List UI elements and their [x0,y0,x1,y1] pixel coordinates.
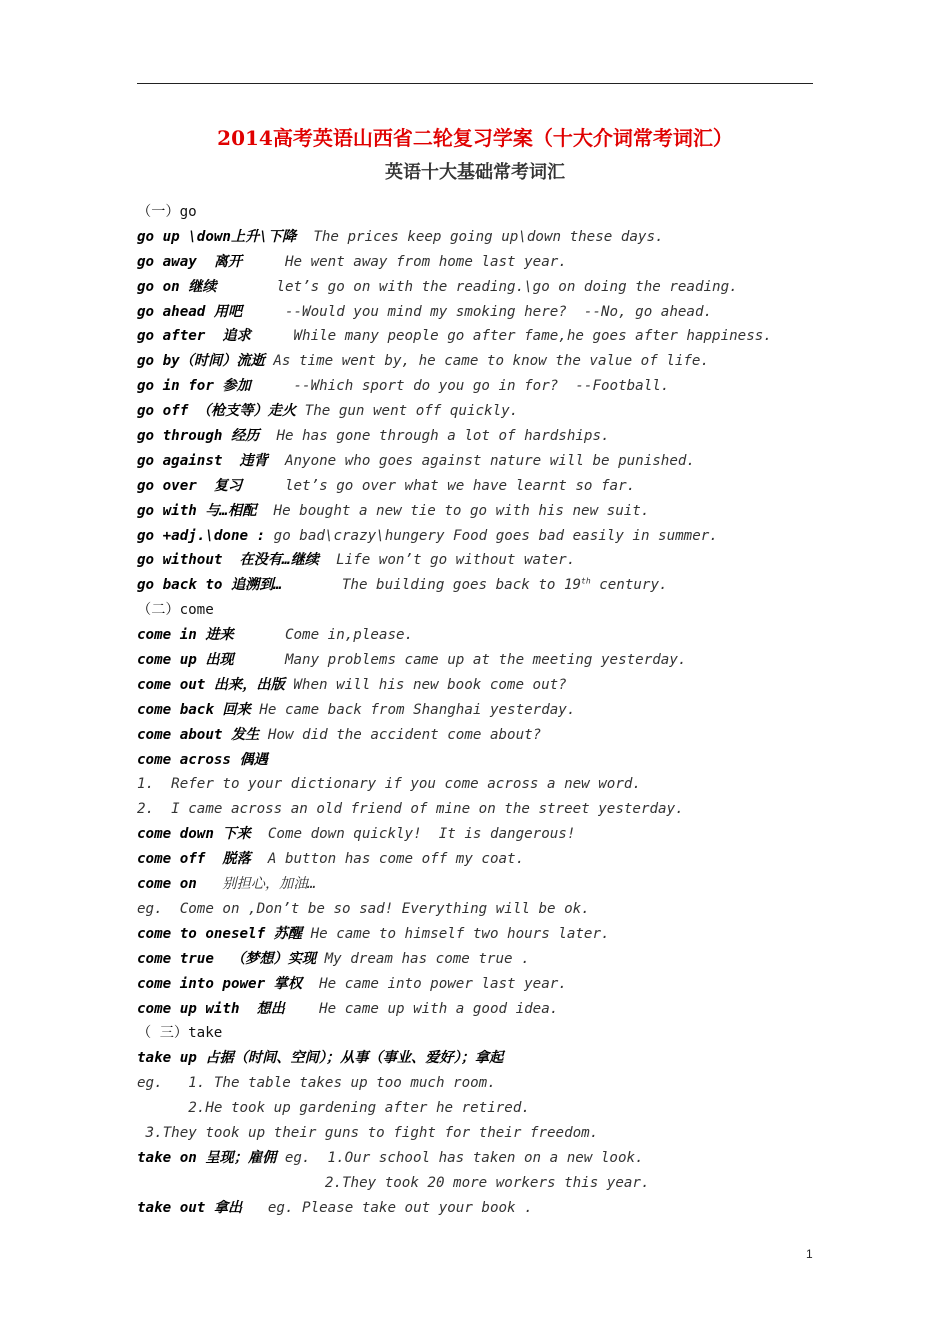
vocab-example: As time went by, he came to know the value of life. [273,353,710,370]
vocab-entry [137,723,827,748]
example-text: 2. I came across an old friend of mine on the street yesterday. [137,801,684,818]
vocab-entry [137,399,827,424]
vocab-term: come about 发生 [137,726,260,743]
vocab-example: How did the accident come about? [267,726,542,743]
section-heading-text: （二）come [137,602,214,619]
vocab-entry [137,1146,827,1171]
vocab-example: The gun went off quickly. [304,403,519,420]
vocab-entry [137,972,827,997]
example-line [137,897,827,922]
vocab-example: When will his new book come out? [293,676,567,693]
vocab-example: He went away from home last year. [284,253,567,270]
vocab-term: come to oneself 苏醒 [137,925,303,942]
vocab-term: come up with 想出 [137,1000,285,1017]
vocab-entry [137,648,827,673]
vocab-entry [137,1196,827,1221]
vocab-term: go up \down上升\下降 [137,228,297,245]
vocab-example: He came back from Shanghai yesterday. [259,701,576,718]
vocab-example: Many problems came up at the meeting yesterday. [284,652,687,669]
vocab-example: He came up with a good idea. [319,1000,559,1017]
vocab-entry [137,673,827,698]
example-line [137,1071,827,1096]
vocab-term: go in for 参加 [137,378,251,395]
vocab-example: He came to himself two hours later. [310,925,610,942]
vocab-example: He has gone through a lot of hardships. [276,428,610,445]
vocab-term: come on [137,876,197,893]
vocab-entry [137,997,827,1022]
example-text: eg. Come on ,Don’t be so sad! Everything will be ok. [137,900,590,917]
vocab-entry [137,947,827,972]
section-heading [137,1021,827,1046]
example-line [137,1171,827,1196]
vocab-entry [137,623,827,648]
example-line [137,1121,827,1146]
vocab-term: come off 脱落 [137,851,251,868]
vocab-example: While many people go after fame,he goes after happiness. [293,328,772,345]
vocab-term: come in 进来 [137,627,234,644]
vocab-entry [137,822,827,847]
vocab-example: 别担心，加油… [222,876,317,893]
vocab-entry [137,275,827,300]
vocab-example: Come in,please. [284,627,414,644]
vocab-entry [137,922,827,947]
vocab-entry [137,349,827,374]
vocab-example: A button has come off my coat. [267,851,525,868]
page-title: 2014高考英语山西省二轮复习学案（十大介词常考词汇） [217,126,733,150]
vocab-example: Anyone who goes against nature will be punished. [284,452,695,469]
vocab-example: --Which sport do you go in for? --Football. [293,378,670,395]
vocab-entry [137,847,827,872]
vocab-entry [137,499,827,524]
vocab-term: come back 回来 [137,701,251,718]
vocab-example: The building goes back to 19 [341,577,582,594]
vocab-entry [137,698,827,723]
vocab-term: come true （梦想）实现 [137,950,317,967]
vocab-example: go bad\crazy\hungery Food goes bad easily in summer. [273,527,718,544]
vocab-term: come into power 掌权 [137,975,303,992]
vocab-term: go with 与…相配 [137,502,257,519]
vocab-example: let’s go over what we have learnt so far. [284,477,636,494]
vocab-entry [137,374,827,399]
example-text: 2.He took up gardening after he retired. [137,1100,530,1117]
section-heading [137,200,827,225]
page-subtitle: 英语十大基础常考词汇 [385,162,565,183]
vocab-example: Life won’t go without water. [336,552,576,569]
vocab-term: take up 占据（时间、空间）；从事（事业、爱好）；拿起 [137,1050,504,1067]
example-text: 1. Refer to your dictionary if you come across a new word. [137,776,641,793]
vocab-term: take on 呈现；雇佣 [137,1149,277,1166]
vocab-term: go +adj.\done : [137,527,266,544]
vocab-entry [137,225,827,250]
vocab-entry [137,424,827,449]
vocab-term: go after 追求 [137,328,251,345]
vocab-entry [137,300,827,325]
vocab-example: My dream has come true . [324,950,530,967]
vocab-term: go by（时间）流逝 [137,353,265,370]
vocab-example: eg. Please take out your book . [267,1199,533,1216]
vocab-term: go off （枪支等）走火 [137,403,297,420]
vocab-example: let’s go on with the reading.\go on doing the reading. [276,278,738,295]
vocab-term: go back to 追溯到… [137,577,283,594]
vocab-entry [137,573,827,598]
vocab-example: eg. 1.Our school has taken on a new look. [284,1149,644,1166]
vocab-term: go over 复习 [137,477,243,494]
vocab-example: He came into power last year. [319,975,567,992]
vocab-example: Come down quickly! It is dangerous! [267,826,576,843]
vocab-entry [137,524,827,549]
section-heading-text: （ 三）take [137,1025,223,1042]
vocab-entry [137,1046,827,1071]
vocab-term: go against 违背 [137,452,268,469]
vocab-term: go away 离开 [137,253,243,270]
vocab-entry [137,474,827,499]
vocab-entry [137,748,827,773]
vocab-term: come across 偶遇 [137,751,268,768]
vocabulary-list [137,200,827,1221]
ordinal-suffix: th [581,576,591,586]
header-rule [137,83,813,84]
example-line [137,797,827,822]
example-text: 3.They took up their guns to fight for their freedom. [137,1124,599,1141]
vocab-example-tail: century. [590,577,668,594]
vocab-term: come up 出现 [137,652,234,669]
example-text: 2.They took 20 more workers this year. [137,1174,650,1191]
vocab-term: go ahead 用吧 [137,303,243,320]
vocab-example: The prices keep going up\down these days. [313,228,664,245]
vocab-entry [137,449,827,474]
section-heading [137,598,827,623]
vocab-term: come down 下来 [137,826,251,843]
vocab-term: take out 拿出 [137,1199,243,1216]
vocab-entry [137,324,827,349]
vocab-term: come out 出来，出版 [137,676,285,693]
vocab-term: go on 继续 [137,278,217,295]
example-line [137,772,827,797]
vocab-term: go without 在没有…继续 [137,552,319,569]
vocab-example: He bought a new tie to go with his new suit. [273,502,650,519]
page-number: 1 [806,1247,813,1261]
vocab-entry [137,548,827,573]
section-heading-text: （一）go [137,204,197,220]
vocab-example: --Would you mind my smoking here? --No, go ahead. [284,303,713,320]
example-line [137,1096,827,1121]
vocab-term: go through 经历 [137,428,260,445]
vocab-entry [137,872,827,897]
vocab-entry [137,250,827,275]
example-text: eg. 1. The table takes up too much room. [137,1075,496,1092]
